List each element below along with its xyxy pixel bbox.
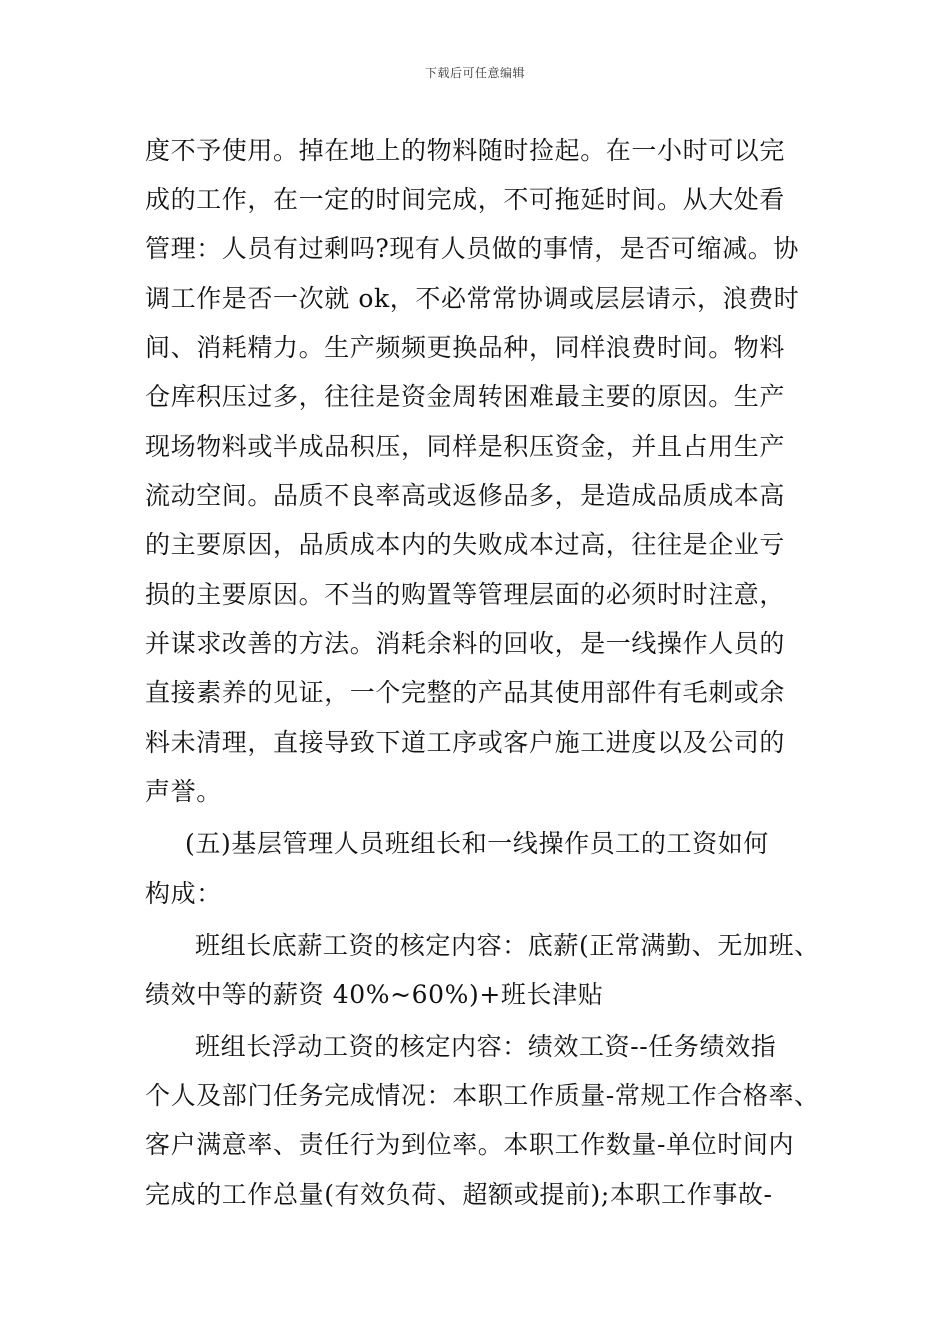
text-line: 班组长浮动工资的核定内容：绩效工资--任务绩效指 <box>195 1032 777 1061</box>
text-line: 直接素养的见证，一个完整的产品其使用部件有毛刺或余 <box>145 678 786 707</box>
text-line: 流动空间。品质不良率高或返修品多，是造成品质成本高 <box>145 481 786 510</box>
text-line: 完成的工作总量(有效负荷、超额或提前);本职工作事故- <box>145 1180 773 1209</box>
text-line: 的主要原因，品质成本内的失败成本过高，往往是企业亏 <box>145 530 786 559</box>
text-line: 构成： <box>145 879 222 908</box>
text-line: 管理：人员有过剩吗?现有人员做的事情，是否可缩减。协 <box>145 234 800 263</box>
text-line: 现场物料或半成品积压，同样是积压资金，并且占用生产 <box>145 432 786 461</box>
text-line: 个人及部门任务完成情况：本职工作质量-常规工作合格率、 <box>145 1081 820 1110</box>
text-line: (五)基层管理人员班组长和一线操作员工的工资如何 <box>185 829 769 858</box>
text-line: 料未清理，直接导致下道工序或客户施工进度以及公司的 <box>145 728 786 757</box>
text-line: 并谋求改善的方法。消耗余料的回收，是一线操作人员的 <box>145 629 786 658</box>
text-line: 度不予使用。掉在地上的物料随时捡起。在一小时可以完 <box>145 136 786 165</box>
text-line: 绩效中等的薪资 40%~60%)+班长津贴 <box>145 980 604 1009</box>
text-line: 班组长底薪工资的核定内容：底薪(正常满勤、无加班、 <box>195 931 820 960</box>
text-line: 声誉。 <box>145 777 222 806</box>
text-line: 间、消耗精力。生产频频更换品种，同样浪费时间。物料 <box>145 333 786 362</box>
text-line: 成的工作，在一定的时间完成，不可拖延时间。从大处看 <box>145 185 786 214</box>
text-line: 损的主要原因。不当的购置等管理层面的必须时时注意， <box>145 580 786 609</box>
text-line: 仓库积压过多，往往是资金周转困难最主要的原因。生产 <box>145 382 786 411</box>
text-line: 调工作是否一次就 ok，不必常常协调或层层请示，浪费时 <box>145 284 800 313</box>
text-line: 客户满意率、责任行为到位率。本职工作数量-单位时间内 <box>145 1130 795 1159</box>
page-header: 下载后可任意编辑 <box>424 66 525 80</box>
